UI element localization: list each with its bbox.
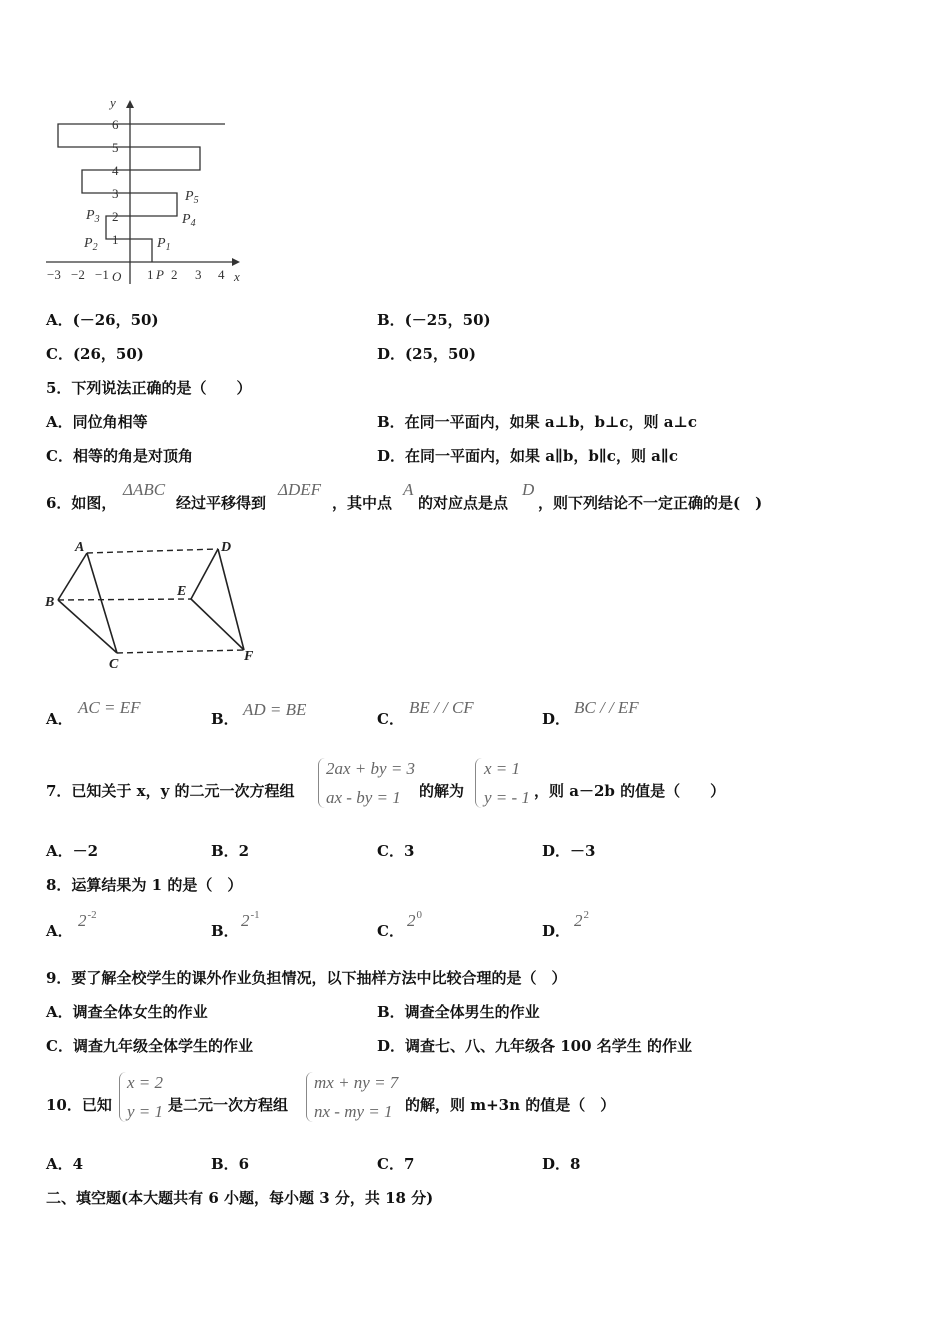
section-2-heading: 二、填空题(本大题共有 6 小题，每小题 3 分，共 18 分) [46, 1189, 434, 1207]
q9-option-c[interactable]: C．调查九年级全体学生的作业 [46, 1037, 253, 1055]
q7-stem-part: 7．已知关于 x，y 的二元一次方程组 [46, 782, 295, 800]
origin-label: O [112, 269, 122, 284]
vertex-label-a: A [75, 540, 85, 555]
y-tick: 3 [112, 186, 119, 201]
x-tick: 1 [147, 267, 154, 282]
q10-stem-part: 的解，则 m+3n 的值是（ ） [405, 1096, 616, 1114]
q6-option-a-label[interactable]: A． [46, 710, 73, 728]
q4-option-c[interactable]: C．(26，50) [46, 345, 144, 363]
q7-stem-part: 的解为 [419, 782, 465, 800]
q8-stem: 8．运算结果为 1 的是（ ） [46, 876, 243, 894]
x-tick: −1 [95, 267, 109, 282]
q10-stem-part: 是二元一次方程组 [168, 1096, 289, 1114]
q5-option-d[interactable]: D．在同一平面内，如果 a∥b，b∥c，则 a∥c [377, 447, 678, 465]
q10-option-b[interactable]: B．6 [211, 1155, 250, 1173]
q8-option-d-label[interactable]: D． [542, 922, 571, 940]
q4-option-b[interactable]: B．(－25，50) [377, 311, 491, 329]
q9-stem: 9．要了解全校学生的课外作业负担情况，以下抽样方法中比较合理的是（ ） [46, 969, 567, 987]
q10-option-a[interactable]: A．4 [46, 1155, 84, 1173]
q8-option-d-expr: $2^2$ [574, 909, 589, 930]
q6-option-b-expr: AD = BE [243, 700, 307, 719]
q6-option-b-label[interactable]: B． [211, 710, 239, 728]
q6-stem-part: 6．如图， [46, 494, 117, 512]
y-tick: 2 [112, 209, 119, 224]
point-label-p5: $P_5$ [185, 189, 199, 206]
q8-option-a-expr: $2^{-2}$ [78, 909, 97, 930]
q7-option-b[interactable]: B．2 [211, 842, 250, 860]
vertex-label-e: E [177, 584, 187, 599]
point-label-p1: $P_1$ [157, 236, 171, 253]
x-tick: −3 [47, 267, 61, 282]
q6-option-c-label[interactable]: C． [377, 710, 404, 728]
q9-option-d[interactable]: D．调查七、八、九年级各 100 名学生 的作业 [377, 1037, 692, 1055]
q6-math-def: ΔDEF [278, 480, 322, 499]
q5-option-b[interactable]: B．在同一平面内，如果 a⊥b，b⊥c，则 a⊥c [377, 413, 698, 431]
point-label-p2: $P_2$ [84, 236, 98, 253]
q6-stem-part: ，其中点 [332, 494, 393, 512]
q10-solution-1: x = 2 [127, 1073, 164, 1092]
q6-stem-part: ，则下列结论不一定正确的是( ) [538, 494, 763, 512]
q6-option-d-expr: BC / / EF [574, 698, 639, 717]
y-tick: 1 [112, 232, 119, 247]
q8-option-b-label[interactable]: B． [211, 922, 239, 940]
vertex-label-b: B [45, 595, 55, 610]
q7-option-c[interactable]: C．3 [377, 842, 415, 860]
q7-stem-part: ，则 a－2b 的值是（ ） [534, 782, 726, 800]
q7-equation-1: 2ax + by = 3 [326, 759, 416, 778]
q7-equation-2: ax - by = 1 [326, 788, 401, 807]
q6-option-c-expr: BE / / CF [409, 698, 474, 717]
q8-option-b-expr: $2^{-1}$ [241, 909, 260, 930]
q7-option-d[interactable]: D．－3 [542, 842, 596, 860]
y-tick: 6 [112, 117, 119, 132]
q8-option-c-label[interactable]: C． [377, 922, 404, 940]
point-label-p3: $P_3$ [86, 208, 100, 225]
coordinate-spiral-figure [40, 92, 260, 292]
q10-option-c[interactable]: C．7 [377, 1155, 415, 1173]
q6-math-a: A [403, 480, 414, 499]
y-tick: 5 [112, 140, 119, 155]
vertex-label-c: C [109, 657, 119, 672]
x-axis-arrow-icon [232, 258, 240, 266]
x-tick: −2 [71, 267, 85, 282]
q7-option-a[interactable]: A．－2 [46, 842, 99, 860]
y-axis-arrow-icon [126, 100, 134, 108]
q8-option-c-expr: $2^0$ [407, 909, 422, 930]
q6-math-d: D [522, 480, 535, 499]
q10-equation-1: mx + ny = 7 [314, 1073, 399, 1092]
q4-option-a[interactable]: A．(－26，50) [46, 311, 159, 329]
q5-option-a[interactable]: A．同位角相等 [46, 413, 148, 431]
q9-option-a[interactable]: A．调查全体女生的作业 [46, 1003, 208, 1021]
q6-stem-part: 的对应点是点 [418, 494, 509, 512]
q10-solution-2: y = 1 [127, 1102, 164, 1121]
q5-option-c[interactable]: C．相等的角是对顶角 [46, 447, 193, 465]
q6-option-d-label[interactable]: D． [542, 710, 571, 728]
q10-option-d[interactable]: D．8 [542, 1155, 581, 1173]
q6-stem-part: 经过平移得到 [176, 494, 267, 512]
q6-option-a-expr: AC = EF [78, 698, 141, 717]
q7-solution-1: x = 1 [484, 759, 521, 778]
triangle-translation-figure [42, 536, 272, 676]
q9-option-b[interactable]: B．调查全体男生的作业 [377, 1003, 540, 1021]
q10-equation-2: nx - my = 1 [314, 1102, 393, 1121]
x-tick: 3 [195, 267, 202, 282]
q6-math-abc: ΔABC [123, 480, 166, 499]
q5-stem: 5．下列说法正确的是（ ） [46, 379, 252, 397]
q10-stem-part: 10．已知 [46, 1096, 112, 1114]
vertex-label-f: F [244, 649, 254, 664]
point-label-p4: $P_4$ [182, 212, 196, 229]
q8-option-a-label[interactable]: A． [46, 922, 73, 940]
y-axis-label: y [110, 95, 116, 110]
x-tick: 2 [171, 267, 178, 282]
vertex-label-d: D [221, 540, 232, 555]
x-tick: 4 [218, 267, 225, 282]
x-axis-label: x [234, 269, 240, 284]
y-tick: 4 [112, 163, 119, 178]
q7-solution-2: y = - 1 [484, 788, 530, 807]
p-label: P [156, 267, 164, 282]
q4-option-d[interactable]: D．(25，50) [377, 345, 476, 363]
